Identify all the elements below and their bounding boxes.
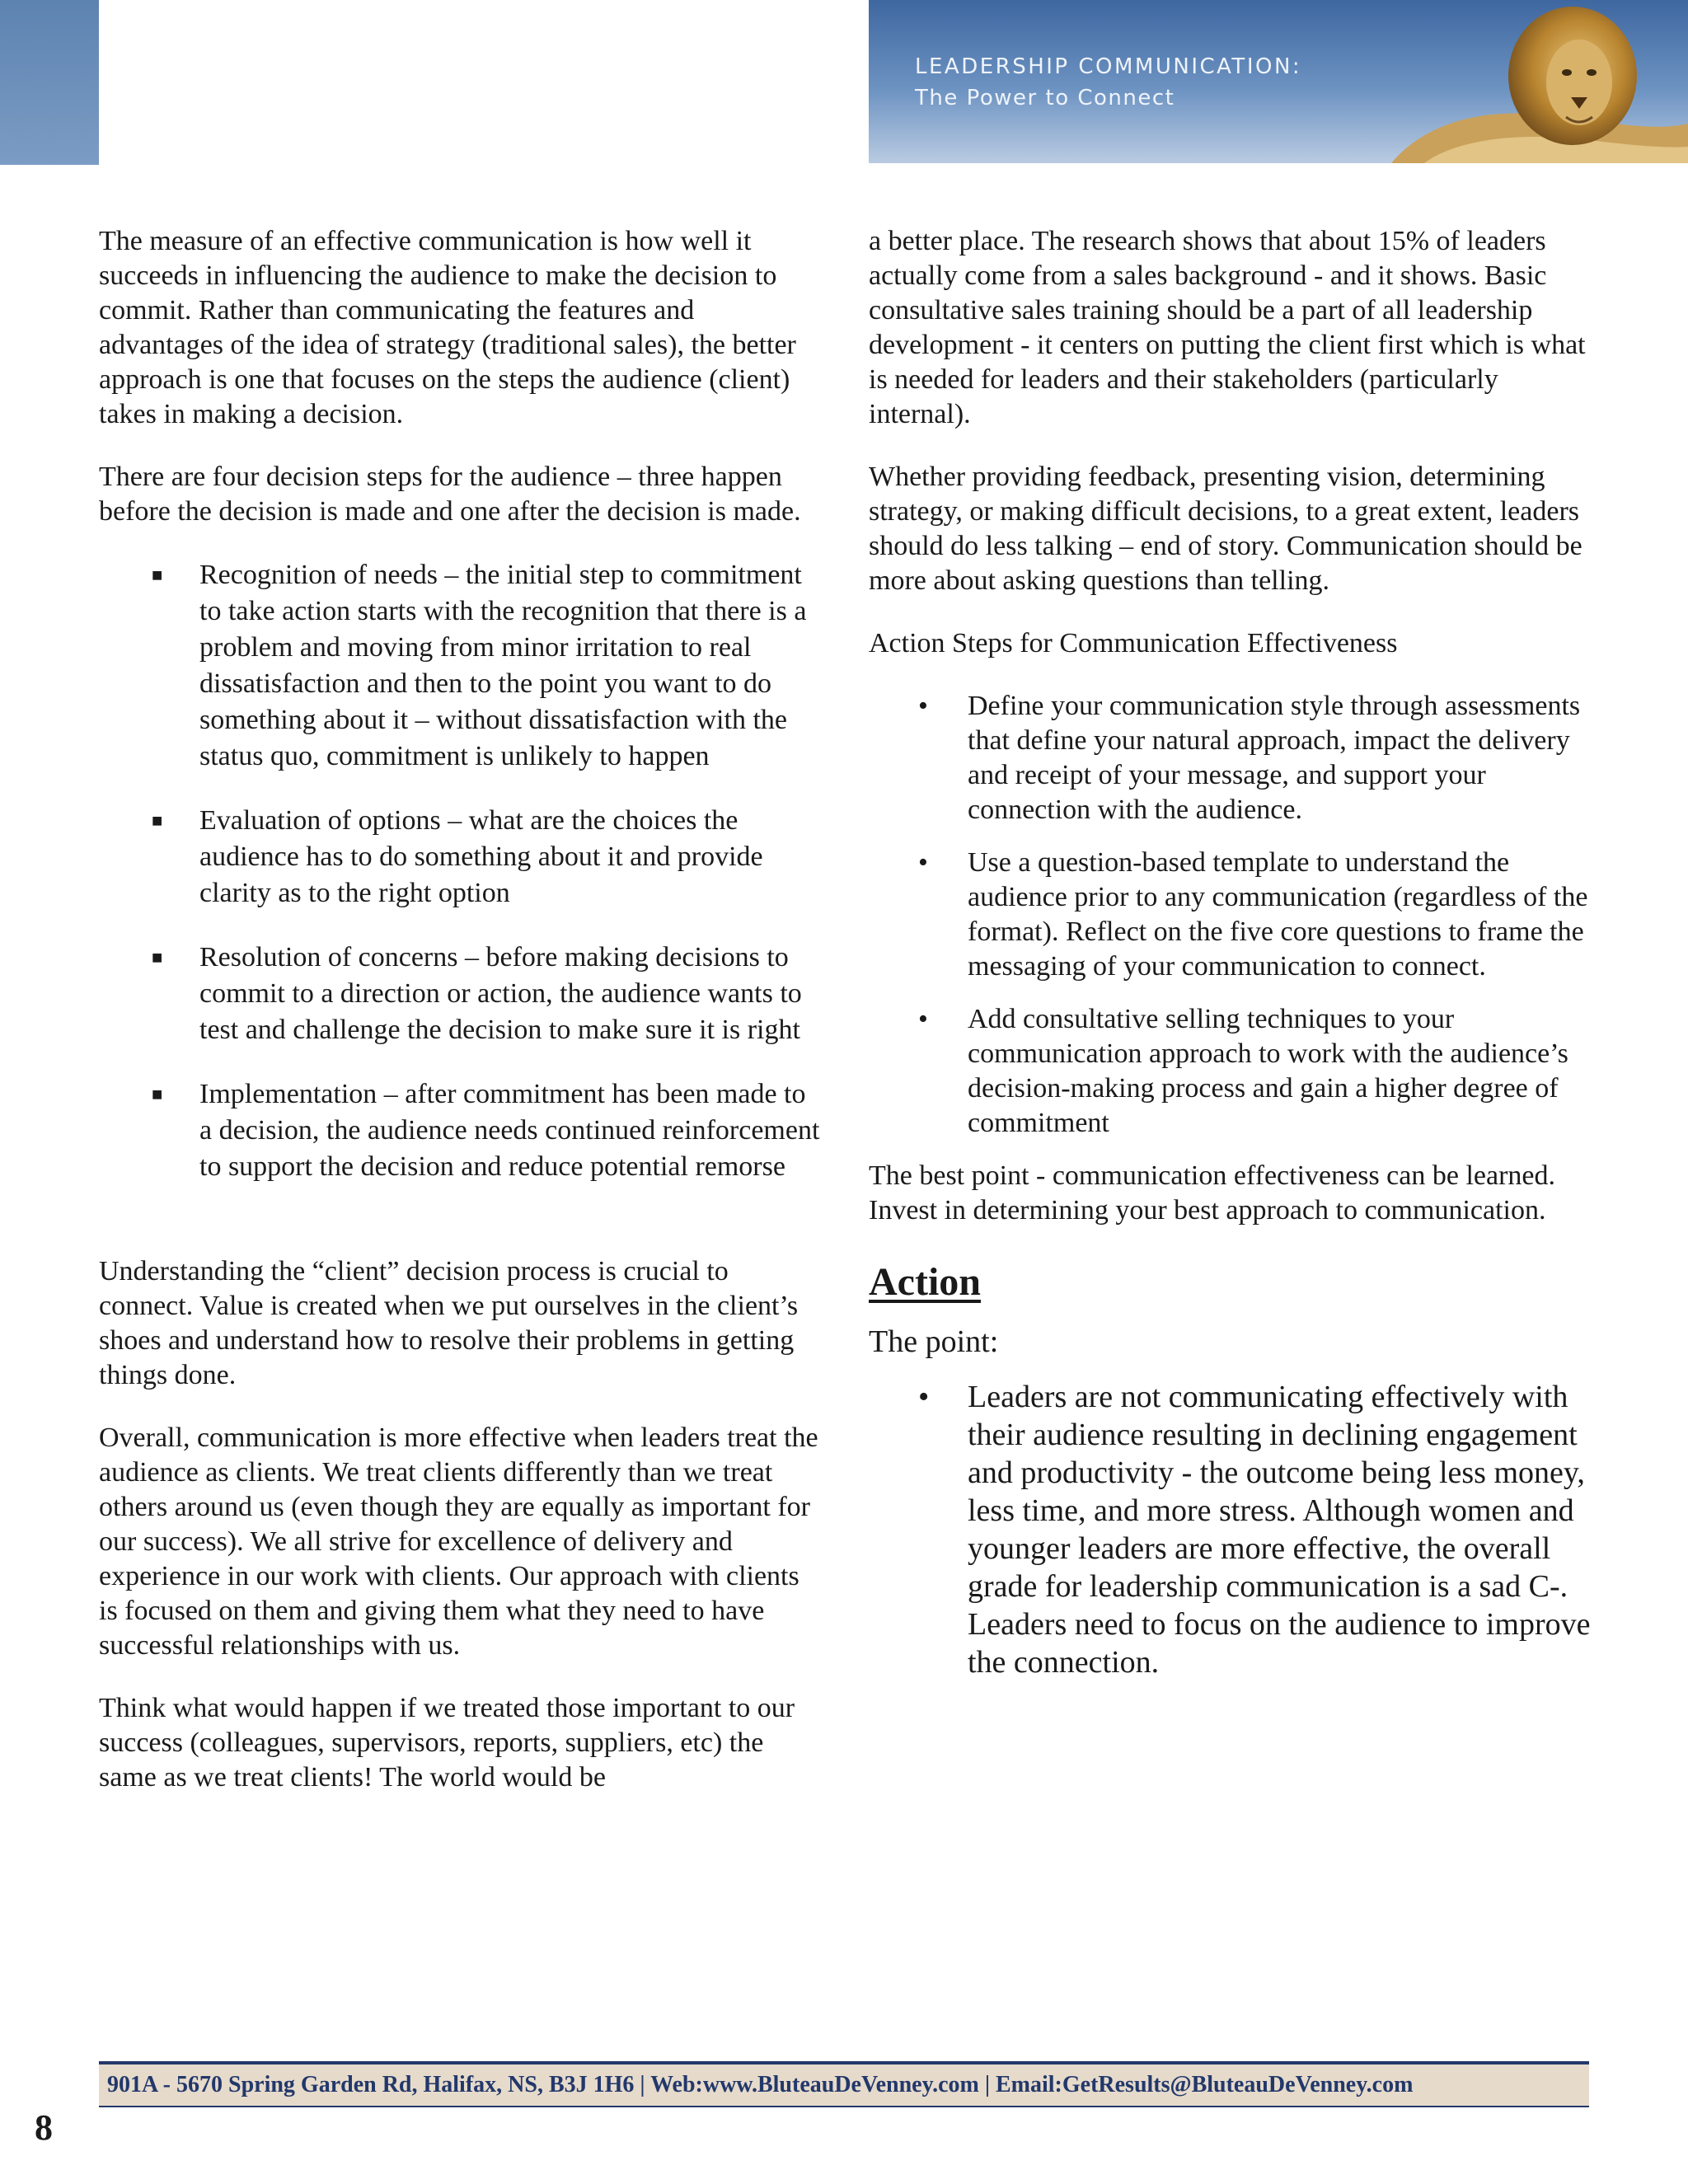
body-paragraph: Overall, communication is more effective when leaders treat the audience as clients. We treat clients differently than we treat others around us (even though they are equally as important for our success). We all strive for excellence of delivery and experience in our work with clients. Our approach with clients is focused on them and giving them what they need to have successful relationships with us.	[99, 1422, 818, 1661]
list-item	[869, 1002, 1594, 1141]
action-steps-list	[869, 689, 1594, 1141]
point-list	[869, 1378, 1594, 1681]
black-square-icon: ■	[152, 810, 163, 831]
bullet-dot-icon: •	[918, 1380, 930, 1414]
list-item-text: Define your communication style through assessments that define your natural approach, impact the delivery and receipt of your message, and support your connection with the audience.	[968, 691, 1581, 825]
list-item	[99, 1076, 824, 1185]
bullet-dot-icon: •	[918, 847, 928, 878]
footer-bar	[99, 2061, 1589, 2107]
list-item-text: Evaluation of options – what are the choices the audience has to do something about it and provide clarity as to the right option	[199, 805, 763, 908]
list-item-text: Recognition of needs – the initial step to commitment to take action starts with the recognition that there is a problem and moving from minor irritation to real dissatisfaction and then to the point you want to do something about it – without dissatisfaction with the status quo, commitment is unlikely to happen	[199, 560, 807, 771]
decision-steps-list	[99, 557, 824, 1185]
bullet-dot-icon: •	[918, 691, 928, 721]
action-steps-title: Action Steps for Communication Effectiveness	[869, 628, 1398, 658]
list-item	[869, 1378, 1594, 1681]
header-title-line1: LEADERSHIP COMMUNICATION:	[915, 54, 1302, 79]
list-item-text: Add consultative selling techniques to your communication approach to work with the audience’s decision-making process and gain a higher degree of commitment	[968, 1004, 1568, 1138]
black-square-icon: ■	[152, 565, 163, 585]
body-paragraph: a better place. The research shows that about 15% of leaders actually come from a sales background - and it shows. Basic consultative sales training should be a part of all leadership development - it centers on putting the client first which is what is needed for leaders and their stakeholders (particularly internal).	[869, 226, 1586, 429]
action-heading: Action	[869, 1260, 981, 1304]
body-paragraph: Understanding the “client” decision process is crucial to connect. Value is created when we put ourselves in the client’s shoes and understand how to resolve their problems in getting things done.	[99, 1256, 799, 1390]
intro-paragraph: The measure of an effective communication is how well it succeeds in influencing the audience to make the decision to commit. Rather than communicating the features and advantages of the idea of strategy (traditional sales), the better approach is one that focuses on the steps the audience (client) takes in making a decision.	[99, 226, 796, 429]
page-number: 8	[35, 2107, 53, 2148]
bullet-dot-icon: •	[918, 1004, 928, 1034]
header-title	[915, 51, 1301, 114]
header-banner	[869, 0, 1688, 163]
list-item	[869, 689, 1594, 827]
list-item	[99, 557, 824, 775]
black-square-icon: ■	[152, 1084, 163, 1104]
body-paragraph: Whether providing feedback, presenting vision, determining strategy, or making difficult decisions, to a great extent, leaders should do less talking – end of story. Communication should be more about asking questions than telling.	[869, 462, 1582, 596]
list-item-text: Implementation – after commitment has been made to a decision, the audience needs continued reinforcement to support the decision and reduce potential remorse	[199, 1079, 820, 1182]
list-item-text: Leaders are not communicating effectively with their audience resulting in declining engagement and productivity - the outcome being less money, less time, and more stress. Although women and younger leaders are more effective, the overall grade for leadership communication is a sad C-. Leaders need to focus on the audience to improve the connection.	[968, 1380, 1591, 1680]
intro-paragraph: There are four decision steps for the audience – three happen before the decision is made and one after the decision is made.	[99, 462, 801, 527]
body-paragraph: Think what would happen if we treated those important to our success (colleagues, supervisors, reports, suppliers, etc) the same as we treat clients! The world would be	[99, 1693, 795, 1793]
right-column	[869, 224, 1594, 1699]
corner-color-block	[0, 0, 99, 165]
list-item-text: Use a question-based template to understand the audience prior to any communication (regardless of the format). Reflect on the five core questions to frame the messaging of your communication to connect.	[968, 847, 1588, 982]
best-point-paragraph: The best point - communication effectiveness can be learned. Invest in determining your best approach to communication.	[869, 1160, 1555, 1226]
list-item	[99, 803, 824, 912]
lion-image	[1358, 0, 1688, 163]
header-title-line2: The Power to Connect	[915, 86, 1175, 110]
black-square-icon: ■	[152, 947, 163, 968]
point-label: The point:	[869, 1324, 999, 1359]
left-column	[99, 224, 824, 1823]
footer-contact: 901A - 5670 Spring Garden Rd, Halifax, NS, B3J 1H6 | Web:www.BluteauDeVenney.com | Email:GetResults@BluteauDeVenney.com	[107, 2072, 1414, 2097]
list-item	[99, 940, 824, 1048]
list-item	[869, 846, 1594, 984]
list-item-text: Resolution of concerns – before making decisions to commit to a direction or action, the audience wants to test and challenge the decision to make sure it is right	[199, 942, 802, 1045]
